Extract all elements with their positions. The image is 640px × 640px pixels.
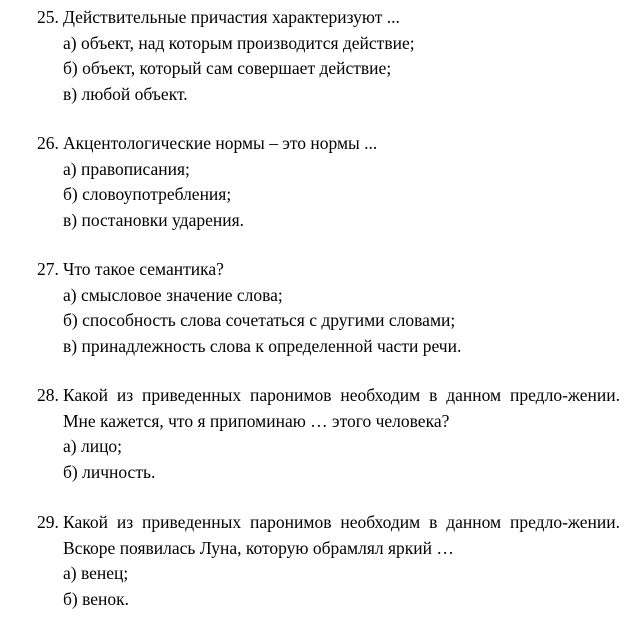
question-number: 26.	[37, 133, 59, 153]
question-25	[37, 5, 620, 107]
answer-option-b: б) личность.	[63, 461, 156, 482]
answer-option-c: в) любой объект.	[63, 83, 188, 104]
answer-option-a: а) венец;	[63, 563, 129, 583]
question-29	[37, 510, 620, 612]
question-header	[37, 131, 620, 157]
question-number: 27.	[37, 259, 59, 279]
question-number: 28.	[37, 385, 59, 405]
answer-option-a: а) смысловое значение слова;	[63, 284, 283, 305]
answer-option-b: б) словоупотребления;	[63, 184, 232, 204]
answer-option-a: а) объект, над которым производится действие;	[63, 32, 415, 53]
question-text: Что такое семантика?	[63, 259, 224, 279]
question-number: 29.	[37, 512, 59, 532]
question-header	[37, 510, 620, 561]
question-header	[37, 383, 620, 434]
question-text: Действительные причастия характеризуют ...	[63, 7, 400, 27]
question-number: 25.	[37, 7, 59, 27]
answer-option-a: а) лицо;	[63, 436, 123, 456]
question-text: Акцентологические нормы – это нормы ...	[63, 133, 378, 153]
question-text: Какой из приведенных паронимов необходим в данном предло-жении. Вскоре появилась Луна, которую обрамлял яркий …	[63, 512, 620, 558]
answer-option-c: в) принадлежность слова к определенной части речи.	[63, 335, 462, 356]
answer-option-a: а) правописания;	[63, 158, 190, 179]
answer-option-b: б) способность слова сочетаться с другими словами;	[63, 310, 456, 330]
question-header	[37, 257, 620, 283]
answer-option-b: б) венок.	[63, 588, 130, 609]
question-28	[37, 383, 620, 485]
answer-option-c: в) постановки ударения.	[63, 209, 245, 230]
question-header	[37, 5, 620, 31]
question-27	[37, 257, 620, 359]
question-text: Какой из приведенных паронимов необходим в данном предло-жении. Мне кажется, что я припоминаю … этого человека?	[63, 385, 620, 431]
answer-option-b: б) объект, который сам совершает действие;	[63, 58, 392, 78]
question-26	[37, 131, 620, 233]
